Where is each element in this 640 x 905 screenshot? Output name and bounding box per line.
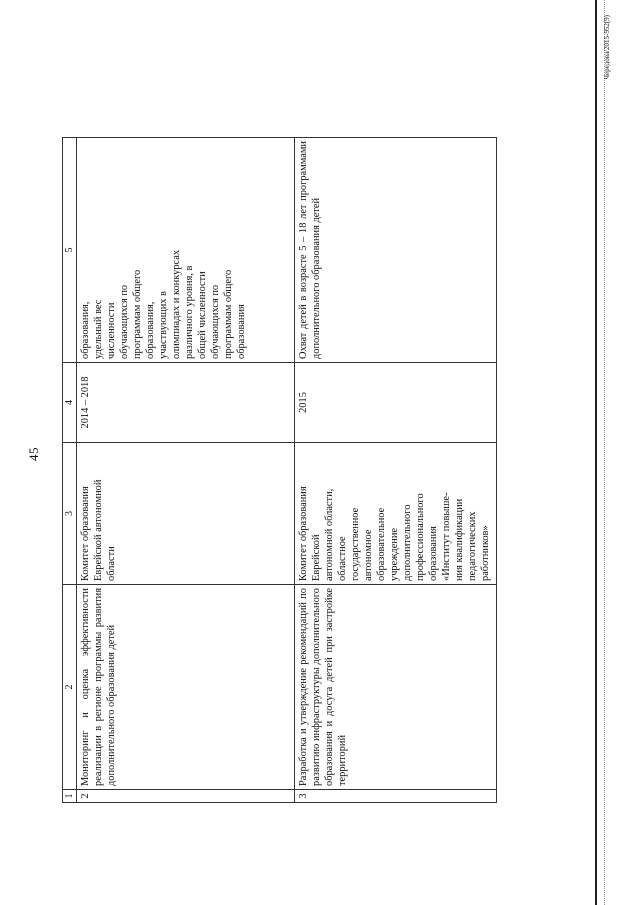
table-header-row xyxy=(63,138,77,803)
indicator-line: различного уровня, в xyxy=(184,265,195,359)
header-col-5: 5 xyxy=(63,138,77,363)
executor-line: учреждение xyxy=(389,527,400,581)
executor-line: «Институт повыше- xyxy=(441,492,452,581)
executor-line: автономное xyxy=(363,529,374,581)
indicator-cell xyxy=(77,138,295,363)
indicator-line: удельный вес xyxy=(93,299,104,359)
indicator-cell: Охват детей в возрасте 5 – 18 лет программами дополнительного образования детей xyxy=(295,138,497,363)
executor-line: Комитет образования xyxy=(298,486,309,581)
executor-line: работников» xyxy=(480,525,491,581)
header-col-1: 1 xyxy=(63,790,77,803)
binding-rule xyxy=(595,0,597,905)
executor-line: дополнительного xyxy=(402,504,413,581)
indicator-line: образования, xyxy=(145,301,156,359)
indicator-line: участвующих в xyxy=(158,291,169,359)
period-cell: 2015 xyxy=(295,363,497,443)
indicator-line: образования, xyxy=(80,301,91,359)
plan-table xyxy=(62,137,497,803)
executor-line: профессионального xyxy=(415,493,426,581)
table-row xyxy=(295,138,497,803)
row-number: 2 xyxy=(77,790,295,803)
executor-line: автономной области, xyxy=(324,488,335,581)
indicator-line: олимпиадах и конкурсах xyxy=(171,249,182,359)
header-col-2: 2 xyxy=(63,585,77,790)
indicator-line: общей численности xyxy=(197,271,208,359)
indicator-line: обучающихся по xyxy=(119,284,130,359)
executor-line: областное xyxy=(337,536,348,581)
executor-cell xyxy=(295,443,497,585)
indicator-line: обучающихся по xyxy=(210,284,221,359)
header-col-4: 4 xyxy=(63,363,77,443)
activity-cell: Мониторинг и оценка эффективности реализации в регионе программы развития дополнительного образования детей xyxy=(77,585,295,790)
executor-line: Еврейской xyxy=(311,534,322,581)
activity-cell: Разработка и утверждение рекомендаций по развитию инфраструктуры дополнительного образования и досуга детей при застройке территорий xyxy=(295,585,497,790)
indicator-line: образования xyxy=(236,304,247,359)
table-row xyxy=(77,138,295,803)
indicator-line: программам общего xyxy=(223,269,234,359)
executor-line: образовательное xyxy=(376,507,387,581)
row-number: 3 xyxy=(295,790,497,803)
executor-line: ния квалификации xyxy=(454,498,465,581)
header-col-3: 3 xyxy=(63,443,77,585)
page-number: 45 xyxy=(26,447,41,461)
indicator-line: численности xyxy=(106,302,117,359)
indicator-line: программам общего xyxy=(132,269,143,359)
executor-line: образования xyxy=(428,526,439,581)
executor-cell: Комитет образования Еврейской автономной области xyxy=(77,443,295,585)
executor-line: государственное xyxy=(350,507,361,581)
period-cell: 2014 – 2018 xyxy=(77,363,295,443)
document-code: Чередова/2015-952(9) xyxy=(603,15,611,80)
executor-line: педагогических xyxy=(467,511,478,581)
